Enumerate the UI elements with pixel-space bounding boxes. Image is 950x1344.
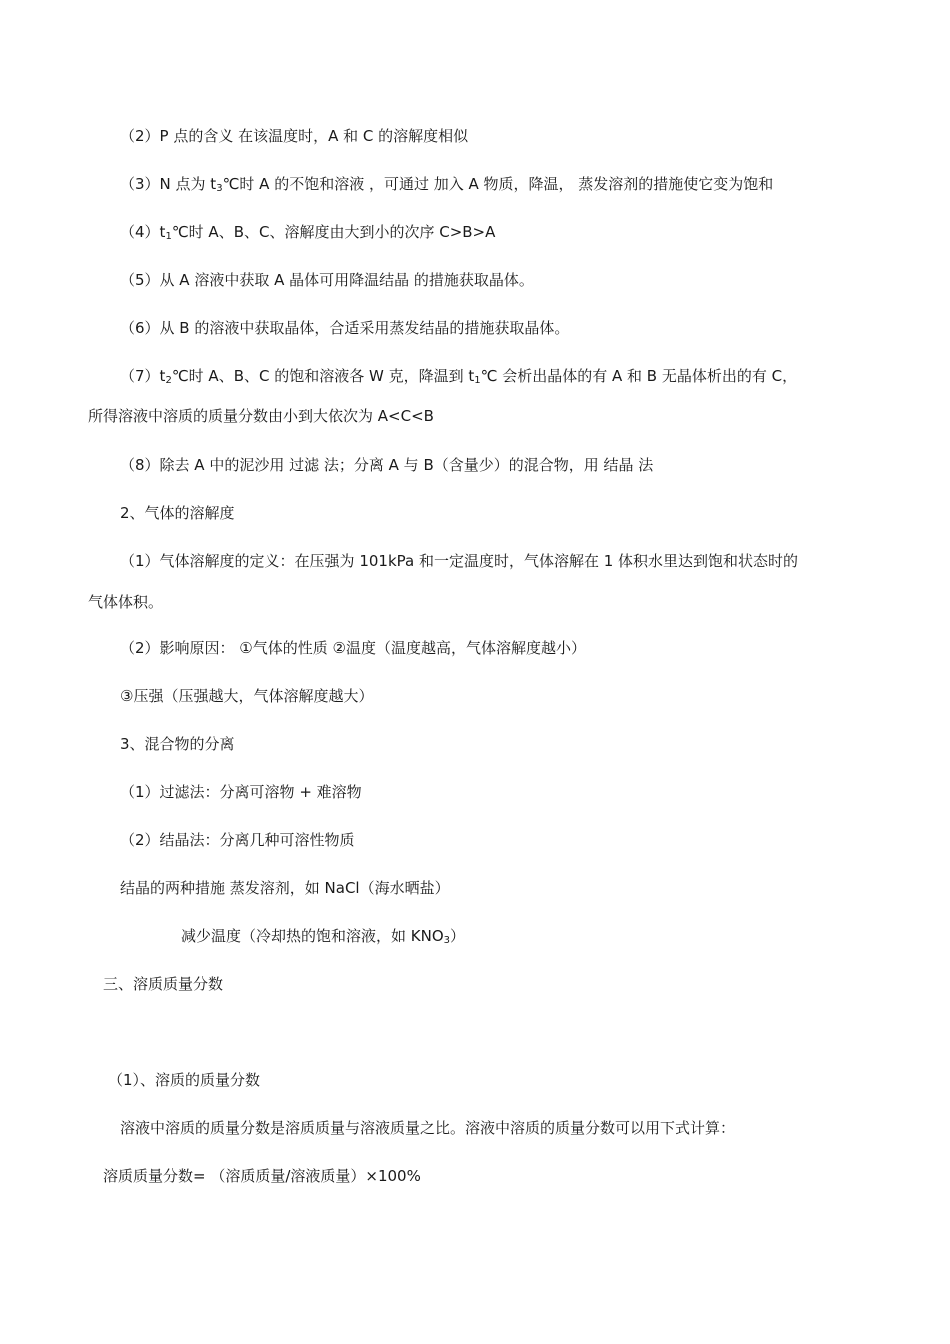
formula: 溶质质量分数= （溶质质量/溶液质量）×100%: [103, 1167, 421, 1185]
heading-gas-solubility: 2、气体的溶解度: [120, 504, 235, 522]
item-gas-definition-continued: 气体体积。: [88, 593, 164, 611]
text-segment: 减少温度（冷却热的饱和溶液，如 KNO: [181, 927, 444, 945]
text-segment: （7）t: [120, 367, 166, 385]
paragraph-definition: 溶液中溶质的质量分数是溶质质量与溶液质量之比。溶液中溶质的质量分数可以用下式计算：: [120, 1119, 736, 1137]
subscript: 2: [165, 375, 172, 386]
subscript: 3: [216, 183, 223, 194]
text-segment: （4）t: [120, 223, 166, 241]
text-segment: （3）N 点为 t: [120, 175, 217, 193]
item-b-crystal: （6）从 B 的溶液中获取晶体，合适采用蒸发结晶的措施获取晶体。: [120, 319, 570, 337]
text-segment: ℃时 A 的不饱和溶液 ，可通过 加入 A 物质，降温， 蒸发溶剂的措施使它变为饱和: [222, 175, 774, 193]
subscript: 3: [443, 935, 451, 946]
item-pressure: ③压强（压强越大，气体溶解度越大）: [120, 687, 374, 705]
heading-mixture-separation: 3、混合物的分离: [120, 735, 235, 753]
text-segment: ℃时 A、B、C 的饱和溶液各 W 克，降温到 t: [171, 367, 475, 385]
item-a-crystal: （5）从 A 溶液中获取 A 晶体可用降温结晶 的措施获取晶体。: [120, 271, 534, 289]
item-cooling-continued: 所得溶液中溶质的质量分数由小到大依次为 A<C<B: [88, 407, 434, 425]
item-crystallization-evaporation: 结晶的两种措施 蒸发溶剂，如 NaCl（海水晒盐）: [120, 879, 450, 897]
item-factors: （2）影响原因： ①气体的性质 ②温度（温度越高，气体溶解度越小）: [120, 639, 586, 657]
item-cooling: [120, 366, 797, 386]
section-heading-mass-fraction: 三、溶质质量分数: [103, 975, 224, 993]
text-segment: ）: [450, 927, 466, 945]
item-p-point: （2）P 点的含义 在该温度时，A 和 C 的溶解度相似: [120, 127, 469, 145]
text-segment: ℃ 会析出晶体的有 A 和 B 无晶体析出的有 C，: [480, 367, 798, 385]
item-separation-methods: （8）除去 A 中的泥沙用 过滤 法；分离 A 与 B（含量少）的混合物，用 结晶 法: [120, 456, 654, 474]
item-crystallization: （2）结晶法：分离几种可溶性物质: [120, 831, 355, 849]
subscript: 1: [165, 231, 172, 242]
subscript: 1: [474, 375, 481, 386]
text-segment: ℃时 A、B、C、溶解度由大到小的次序 C>B>A: [171, 223, 496, 241]
item-crystallization-cooling: [181, 926, 465, 946]
item-filtration: （1）过滤法：分离可溶物 + 难溶物: [120, 783, 362, 801]
item-gas-definition: （1）气体溶解度的定义：在压强为 101kPa 和一定温度时，气体溶解在 1 体积水里达到饱和状态时的: [120, 552, 799, 570]
subheading-mass-fraction: （1）、溶质的质量分数: [108, 1071, 261, 1089]
item-n-point: [120, 174, 773, 194]
item-solubility-order: [120, 222, 495, 242]
